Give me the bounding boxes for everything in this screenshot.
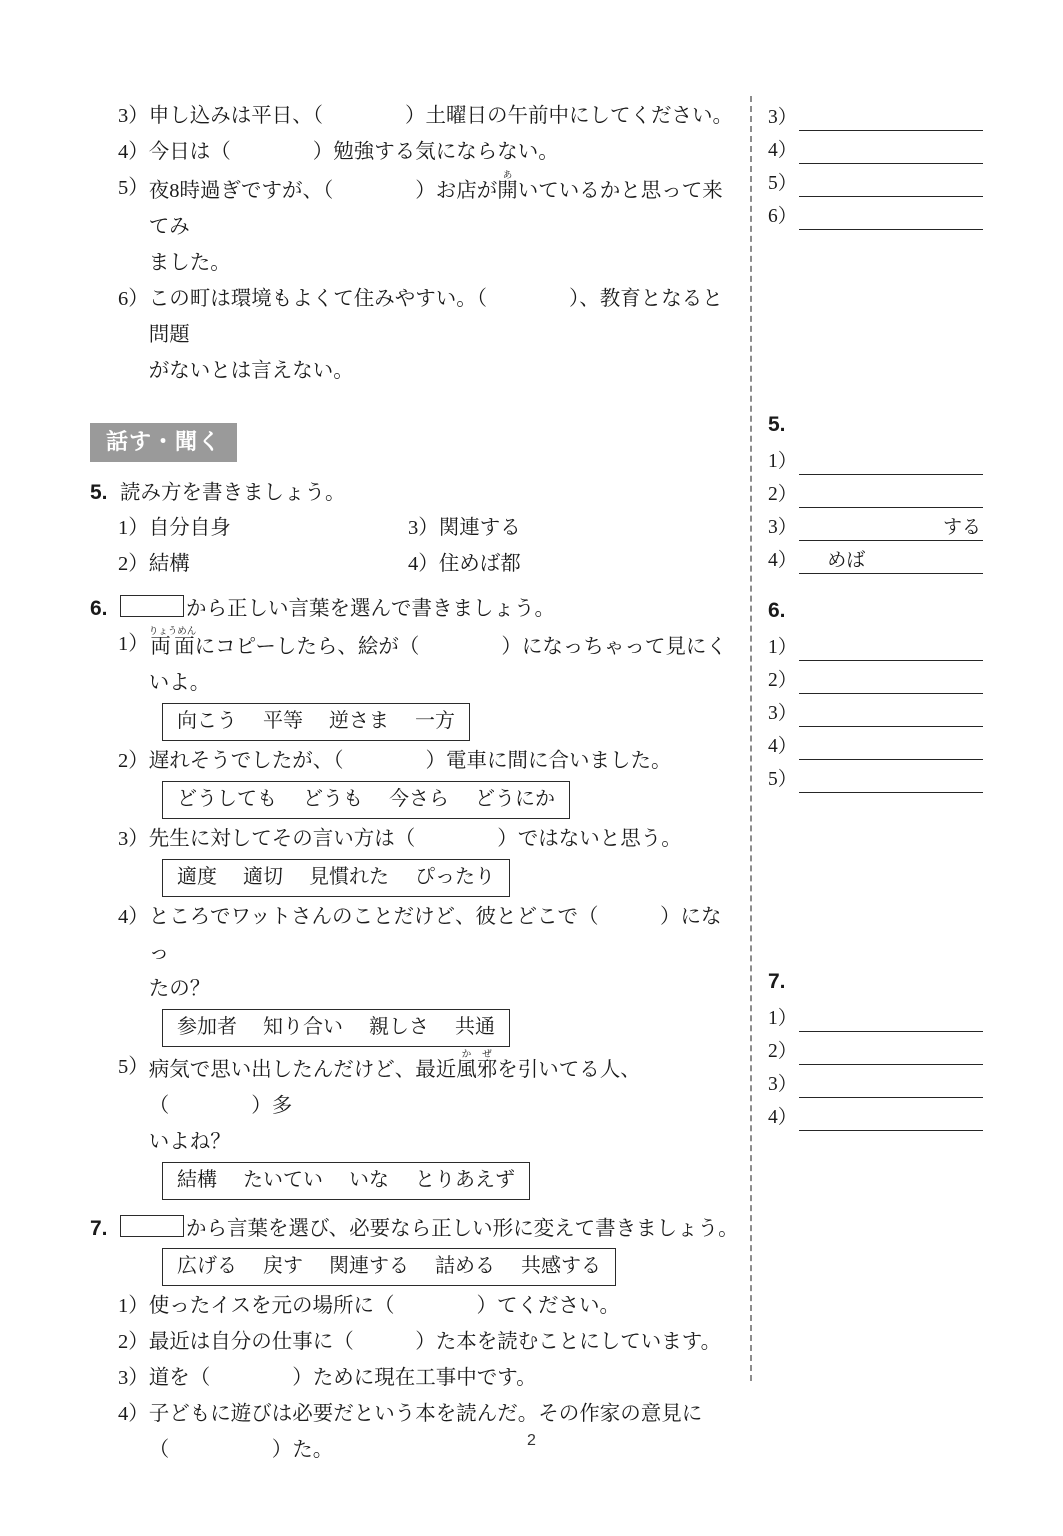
item-text-after: ）電車に間に合いました。 [425, 750, 672, 772]
answer-line[interactable] [799, 170, 983, 197]
item-text-after: ）になっちゃって見にくいよ。 [148, 636, 727, 694]
answer-number: 2） [768, 1041, 798, 1062]
answer-number: 5） [768, 173, 798, 194]
answer-number: 3） [768, 107, 798, 128]
choice-option[interactable]: どうにか [475, 788, 555, 810]
choice-option[interactable]: 向こう [177, 710, 237, 732]
item-text-before: ところでワットさんのことだけど、彼とどこで（ [148, 906, 599, 928]
choice-option[interactable]: 参加者 [177, 1016, 237, 1038]
answer-row[interactable] [768, 1032, 983, 1065]
answer-blank [210, 1367, 292, 1389]
answer-blank [419, 636, 501, 658]
choice-option[interactable]: 共通 [455, 1016, 495, 1038]
question-5-number: 5. [90, 481, 108, 504]
answer-blank [354, 1331, 416, 1353]
item-text-before: 申し込みは平日、（ [148, 105, 323, 127]
question-5-item [408, 546, 521, 582]
question-item [118, 98, 740, 134]
word-box-placeholder-icon [120, 1215, 184, 1237]
question-7-prompt [120, 1212, 739, 1246]
answer-row[interactable] [768, 164, 983, 197]
choice-option[interactable]: 一方 [415, 710, 455, 732]
answer-value: めば [827, 550, 866, 571]
question-item [118, 1360, 740, 1396]
question-7-prompt-text: から言葉を選び、必要なら正しい形に変えて書きましょう。 [186, 1218, 739, 1240]
answer-number: 1） [768, 1008, 798, 1029]
item-text-before: 遅れそうでしたが、（ [148, 750, 344, 772]
answer-group-q7 [768, 967, 983, 1131]
item-text-before: 今日は（ [148, 141, 231, 163]
choice-box-wrap [90, 701, 740, 743]
ruby-text: りょうめん [148, 626, 197, 637]
answer-row[interactable] [768, 131, 983, 164]
choice-box [162, 1009, 510, 1047]
answer-line[interactable] [799, 104, 983, 131]
choice-box-wrap [90, 1007, 740, 1049]
answer-row[interactable] [768, 760, 983, 793]
item-text-before: この町は環境もよくて住みやすい。（ [148, 288, 487, 310]
answer-blank [231, 141, 313, 163]
word-box-placeholder-icon [120, 595, 184, 617]
answer-group-top [768, 98, 983, 230]
item-text: 結構 [148, 553, 190, 575]
choice-option[interactable]: 関連する [329, 1255, 409, 1277]
question-5-item [118, 510, 408, 546]
ruby-annotation [148, 626, 197, 658]
choice-box-wrap [90, 779, 740, 821]
item-text: 住めば都 [438, 553, 521, 575]
answer-row[interactable] [768, 541, 983, 574]
choice-box-wrap [90, 857, 740, 899]
choice-option[interactable]: 共感する [521, 1255, 601, 1277]
ruby-base: 開 [497, 180, 518, 202]
item-text: 関連する [438, 517, 521, 539]
choice-box [162, 859, 510, 897]
answer-line[interactable] [799, 1071, 983, 1098]
item-number: 4） [118, 141, 149, 163]
item-number: 1） [118, 517, 149, 539]
choice-option[interactable]: 今さら [389, 788, 449, 810]
item-text [149, 170, 740, 281]
item-text: 自分自身 [148, 517, 231, 539]
item-text-line2: （ ）た。 [148, 1439, 334, 1461]
choice-option[interactable]: ぴったり [415, 866, 495, 888]
question-6-prompt [120, 592, 555, 626]
answer-line[interactable] [799, 733, 983, 760]
answer-row[interactable] [768, 628, 983, 661]
answer-number: 5） [768, 769, 798, 790]
ruby-annotation [497, 170, 518, 202]
answer-line[interactable] [799, 547, 983, 574]
choice-box [162, 1162, 530, 1200]
item-number: 3） [118, 1367, 149, 1389]
answer-row[interactable] [768, 475, 983, 508]
answer-number: 4） [768, 140, 798, 161]
item-text-before: 先生に対してその言い方は（ [148, 828, 416, 850]
answer-row[interactable] [768, 1065, 983, 1098]
question-5-item [408, 510, 521, 546]
answer-row[interactable] [768, 661, 983, 694]
answer-blank [487, 288, 569, 310]
item-text-after: ）ではないと思う。 [497, 828, 682, 850]
item-text-line2: ました。 [148, 252, 231, 274]
answer-row[interactable] [768, 442, 983, 475]
item-text [149, 626, 740, 701]
item-text-after: ）多 [251, 1095, 293, 1117]
item-number: 3） [118, 828, 149, 850]
answer-row[interactable] [768, 197, 983, 230]
answer-line[interactable] [799, 667, 983, 694]
item-number: 1） [118, 1295, 149, 1317]
item-text-before: 使ったイスを元の場所に（ [148, 1295, 395, 1317]
item-text-mid: ）お店が [415, 180, 498, 202]
answer-group-heading: 7. [768, 970, 786, 993]
choice-option[interactable]: 戻す [263, 1255, 303, 1277]
question-5-row [118, 546, 740, 582]
answer-value: する [942, 517, 981, 538]
item-number: 2） [118, 1331, 149, 1353]
answer-line[interactable] [799, 700, 983, 727]
question-item [118, 821, 740, 857]
choice-option[interactable]: 適度 [177, 866, 217, 888]
question-item [118, 1324, 740, 1360]
answer-group-heading: 6. [768, 599, 786, 622]
item-number: 3） [408, 517, 439, 539]
question-6-number: 6. [90, 597, 108, 620]
exercise-column [90, 98, 740, 1468]
item-text [149, 281, 740, 389]
choice-option[interactable]: いな [349, 1169, 389, 1191]
choice-box [162, 1248, 616, 1286]
item-text [149, 1324, 721, 1360]
answer-number: 3） [768, 1074, 798, 1095]
answer-line[interactable] [799, 514, 983, 541]
answer-number: 4） [768, 550, 798, 571]
item-text-after: ）た本を読むことにしています。 [415, 1331, 722, 1353]
choice-option[interactable]: たいてい [243, 1169, 323, 1191]
item-text-before: 夜8時過ぎですが、（ [148, 180, 334, 202]
item-number: 6） [118, 288, 149, 310]
question-item [118, 281, 740, 389]
item-number: 4） [118, 1403, 149, 1425]
item-text-after: ）勉強する気にならない。 [312, 141, 559, 163]
ruby-annotation [456, 1049, 498, 1081]
ruby-text: かぜ [456, 1049, 498, 1060]
answer-number: 4） [768, 1107, 798, 1128]
answer-line[interactable] [799, 448, 983, 475]
page-number: 2 [527, 1432, 536, 1449]
answer-line[interactable] [799, 766, 983, 793]
answer-number: 6） [768, 206, 798, 227]
question-item [118, 1049, 740, 1160]
item-number: 2） [118, 553, 149, 575]
question-item [118, 134, 740, 170]
item-text-after: ）てください。 [476, 1295, 621, 1317]
question-5-heading [90, 476, 740, 510]
answer-blank [395, 1295, 477, 1317]
item-text-before: 子どもに遊びは必要だという本を読んだ。その作家の意見に [148, 1403, 703, 1425]
item-text-before: 病気で思い出したんだけど、最近 [148, 1059, 457, 1081]
answer-number: 2） [768, 484, 798, 505]
item-text-mid: を引いてる人、（ [148, 1059, 641, 1117]
choice-box-wrap [90, 1160, 740, 1202]
item-text [149, 134, 559, 170]
answer-line[interactable] [799, 634, 983, 661]
section-banner: 話す・聞く [90, 423, 237, 462]
answer-group-heading: 5. [768, 413, 786, 436]
item-text-before: にコピーしたら、絵が（ [194, 636, 420, 658]
question-5-prompt: 読み方を書きましょう。 [120, 482, 346, 504]
choice-option[interactable]: 広げる [177, 1255, 237, 1277]
answer-line[interactable] [799, 1038, 983, 1065]
choice-option[interactable]: 詰める [435, 1255, 495, 1277]
question-5-row [118, 510, 740, 546]
choice-option[interactable]: 適切 [243, 866, 283, 888]
answer-group-q6 [768, 596, 983, 793]
choice-box [162, 703, 470, 741]
item-number: 3） [118, 105, 149, 127]
item-text-after: ）、教育となると問題 [148, 288, 723, 346]
answer-blank [344, 750, 426, 772]
answer-line[interactable] [799, 1005, 983, 1032]
item-number: 1） [118, 633, 149, 655]
question-5-item [118, 546, 408, 582]
choice-box [162, 781, 570, 819]
answer-blank [323, 105, 405, 127]
item-text-after: ）土曜日の午前中にしてください。 [405, 105, 733, 127]
item-text [149, 743, 672, 779]
answer-row[interactable] [768, 999, 983, 1032]
item-number: 5） [118, 1056, 149, 1078]
item-text-line2: いよね？ [148, 1131, 231, 1153]
answer-row[interactable] [768, 98, 983, 131]
question-item [118, 743, 740, 779]
question-6-heading [90, 592, 740, 626]
item-text-after: いているかと思って来てみ [148, 180, 723, 238]
question-7-number: 7. [90, 1217, 108, 1240]
answer-row[interactable] [768, 1098, 983, 1131]
choice-option[interactable]: 親しさ [369, 1016, 429, 1038]
item-text-before: 最近は自分の仕事に（ [148, 1331, 354, 1353]
item-text-after: ）ために現在工事中です。 [292, 1367, 537, 1389]
choice-option[interactable]: どうしても [177, 788, 277, 810]
item-number: 5） [118, 177, 149, 199]
answer-line[interactable] [799, 1104, 983, 1131]
item-text [149, 821, 682, 857]
answer-number: 3） [768, 517, 798, 538]
answer-line[interactable] [799, 203, 983, 230]
answer-blank [599, 906, 661, 928]
choice-box-wrap [90, 1246, 740, 1288]
item-number: 4） [118, 906, 149, 928]
column-divider [750, 96, 752, 1381]
choice-option[interactable]: 見慣れた [309, 866, 389, 888]
answer-row[interactable] [768, 694, 983, 727]
answer-number: 4） [768, 736, 798, 757]
answer-line[interactable] [799, 137, 983, 164]
question-6-prompt-text: から正しい言葉を選んで書きましょう。 [186, 598, 555, 620]
answer-blank [415, 828, 497, 850]
item-text-before: 道を（ [148, 1367, 211, 1389]
question-item [118, 170, 740, 281]
ruby-base: 風邪 [456, 1059, 498, 1081]
choice-option[interactable]: 逆さま [329, 710, 389, 732]
item-text-after: ）になっ [148, 906, 722, 964]
ruby-text: あ [497, 170, 518, 181]
choice-option[interactable]: 結構 [177, 1169, 217, 1191]
question-7-heading [90, 1212, 740, 1246]
answer-blank [333, 180, 415, 202]
question-item [118, 1288, 740, 1324]
ruby-base: 両面 [148, 636, 197, 658]
choice-option[interactable]: どうも [303, 788, 363, 810]
question-item [118, 626, 740, 701]
question-item [118, 899, 740, 1007]
answer-number: 1） [768, 451, 798, 472]
item-text [149, 98, 733, 134]
item-number: 2） [118, 750, 149, 772]
top-section-items [90, 98, 740, 389]
item-text [149, 1288, 620, 1324]
section-banner-wrap [90, 423, 740, 462]
answer-number: 1） [768, 637, 798, 658]
item-text-line2: たの？ [148, 978, 211, 1000]
answer-number: 3） [768, 703, 798, 724]
answer-group-q5 [768, 410, 983, 574]
item-text [149, 899, 740, 1007]
item-number: 4） [408, 553, 439, 575]
choice-option[interactable]: とりあえず [415, 1169, 515, 1191]
item-text [149, 1049, 740, 1160]
answer-line[interactable] [799, 481, 983, 508]
answer-number: 2） [768, 670, 798, 691]
answer-blank [169, 1095, 251, 1117]
item-text [149, 1360, 537, 1396]
answer-row[interactable] [768, 727, 983, 760]
answer-column [768, 98, 983, 1137]
choice-option[interactable]: 知り合い [263, 1016, 343, 1038]
item-text-line2: がないとは言えない。 [148, 360, 354, 382]
choice-option[interactable]: 平等 [263, 710, 303, 732]
answer-row[interactable] [768, 508, 983, 541]
